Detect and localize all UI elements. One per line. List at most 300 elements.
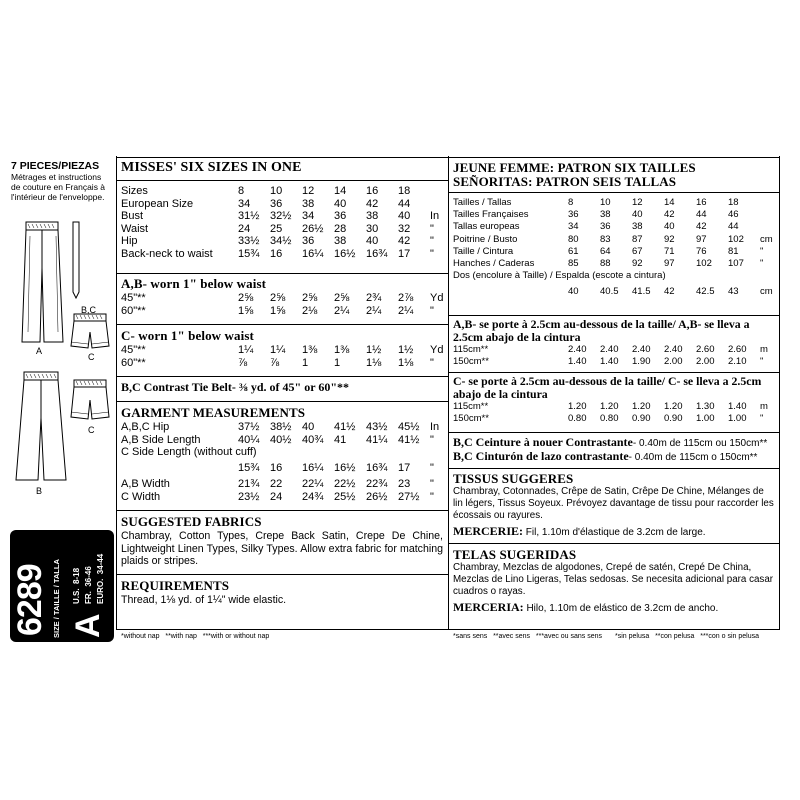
table-row — [121, 185, 442, 198]
table-cell: 76 — [696, 245, 707, 257]
table-cell: 1.40 — [728, 401, 747, 412]
table-cell: 2.60 — [728, 344, 747, 355]
fr-title: JEUNE FEMME: PATRON SIX TAILLES — [453, 160, 696, 175]
pattern-number-rotated — [10, 530, 114, 642]
table-cell: 71 — [664, 245, 675, 257]
fr-mercerie-label: MERCERIE: — [453, 524, 524, 538]
table-cell: 38½ — [270, 421, 292, 433]
table-cell: 12 — [632, 197, 643, 208]
table-cell: 44 — [728, 221, 739, 233]
table-cell: 1.20 — [568, 401, 587, 412]
table-cell: Poitrine / Busto — [453, 233, 518, 245]
rule-fr-c — [448, 372, 780, 373]
table-cell: m — [760, 401, 768, 412]
table-cell: A,B Side Length — [121, 433, 201, 446]
table-cell: 24¾ — [302, 490, 324, 503]
table-cell: 14 — [334, 185, 347, 197]
table-cell: 2.10 — [728, 356, 747, 368]
table-cell: 1.90 — [632, 356, 651, 368]
table-cell: 27½ — [398, 490, 420, 503]
table-cell: 38 — [334, 235, 347, 248]
table-row — [121, 223, 442, 236]
table-cell: 40 — [302, 421, 315, 433]
table-cell: 16¼ — [302, 247, 324, 260]
table-cell: 24 — [238, 222, 251, 235]
table-cell — [430, 198, 442, 211]
en-belt-line: B,C Contrast Tie Belt- ⅜ yd. of 45" or 60"** — [121, 380, 349, 394]
pattern-number: 6289 — [11, 564, 49, 636]
table-cell: 0.90 — [664, 413, 683, 425]
table-cell: 1.40 — [600, 356, 619, 368]
es-belt-value: - 0.40m de 115cm o 150cm** — [628, 452, 758, 463]
rule-fr-ab — [448, 315, 780, 316]
en-size-table — [121, 185, 442, 261]
table-cell: " — [760, 413, 764, 425]
table-row — [121, 357, 444, 370]
table-cell: 30 — [366, 222, 379, 235]
table-cell: A,B Width — [121, 478, 170, 491]
rule-en-fabrics — [116, 510, 448, 511]
rule-en-title — [116, 180, 448, 181]
table-cell: 23 — [398, 478, 411, 491]
table-cell: 1¼ — [270, 344, 286, 356]
view-b-pants-drawing — [16, 372, 66, 480]
table-cell: 40.5 — [600, 286, 619, 298]
fr-belt-value: - 0.40m de 115cm ou 150cm** — [632, 438, 768, 449]
table-cell: Dos (encolure à Taille) / Espalda (escote a cintura) — [453, 270, 666, 282]
table-cell: 1⅝ — [270, 304, 286, 317]
table-cell: 45"** — [121, 292, 146, 304]
en-fabrics-heading: SUGGESTED FABRICS — [121, 514, 262, 529]
en-footnote: *without nap **with nap ***with or without nap — [121, 633, 270, 640]
table-cell: 1.20 — [600, 401, 619, 412]
es-footnote: *sin pelusa **con pelusa ***con o sin pelusa — [615, 633, 759, 640]
table-cell: 41½ — [334, 421, 356, 433]
table-cell: 25½ — [334, 490, 356, 503]
table-cell: A,B,C Hip — [121, 421, 170, 433]
rule-fr-top — [448, 157, 780, 158]
table-row — [453, 234, 774, 246]
table-cell: 38 — [302, 197, 315, 210]
table-row — [453, 270, 774, 282]
table-cell: 16½ — [334, 247, 356, 260]
table-cell: 0.80 — [568, 413, 587, 425]
table-cell: C Side Length (without cuff) — [121, 446, 257, 459]
table-cell: Tailles Françaises — [453, 209, 529, 221]
en-c-heading: C- worn 1" below waist — [121, 328, 254, 343]
fr-tissus-text: Chambray, Cotonnades, Crêpe de Satin, Crêpe De Chine, Mélanges de lin légers, Tissus Soyeux. Prévoyez davantage de tissu pour raccorder les écossais ou rayures. — [453, 486, 774, 522]
table-cell: 45"** — [121, 344, 146, 356]
view-label-c-top: C — [88, 352, 95, 362]
table-cell: 1⅛ — [398, 356, 414, 369]
table-cell: 26½ — [302, 222, 324, 235]
en-requirements-text: Thread, 1⅛ yd. of 1¼" wide elastic. — [121, 594, 287, 606]
table-cell: 38 — [632, 221, 643, 233]
table-row — [121, 210, 442, 223]
table-cell: " — [430, 462, 434, 475]
table-cell: 36 — [302, 235, 315, 248]
table-cell: In — [430, 421, 440, 433]
table-cell: Hip — [121, 235, 138, 248]
table-cell: 1½ — [366, 344, 382, 356]
table-cell: ⅞ — [238, 356, 248, 369]
en-c-table — [121, 344, 444, 369]
table-cell: " — [430, 433, 434, 446]
table-cell: Taille / Cintura — [453, 245, 514, 257]
size-row-us: U.S. 8-18 — [72, 567, 81, 604]
table-cell: 40 — [366, 235, 379, 248]
table-cell: " — [430, 304, 434, 317]
table-cell: 92 — [664, 233, 675, 245]
table-cell: 25 — [270, 222, 283, 235]
table-row — [453, 413, 774, 425]
en-fabrics-text: Chambray, Cotton Types, Crepe Back Satin, Crepe De Chine, Lightweight Linen Types, Silky Types. Allow extra fabric for matching plaids or stripes. — [121, 530, 443, 567]
table-cell: " — [760, 258, 764, 270]
table-cell: 2.40 — [568, 344, 587, 355]
table-cell: 21¾ — [238, 478, 260, 491]
table-row — [121, 446, 442, 459]
table-cell: 36 — [270, 197, 283, 210]
table-cell — [430, 185, 442, 198]
bottom-rule — [116, 629, 780, 630]
table-cell: 38 — [366, 210, 379, 223]
table-cell: 41 — [334, 433, 347, 446]
en-garment-heading: GARMENT MEASUREMENTS — [121, 405, 306, 420]
table-cell: 60"** — [121, 304, 146, 317]
table-cell: 2⅝ — [334, 292, 350, 304]
table-cell: European Size — [121, 197, 194, 210]
size-row-euro: EURO. 34-44 — [96, 553, 105, 604]
es-telas-heading: TELAS SUGERIDAS — [453, 547, 577, 562]
rule-en-belt — [116, 376, 448, 377]
table-cell: 44 — [696, 209, 707, 221]
table-row — [121, 235, 442, 248]
rule-en-requirements — [116, 574, 448, 575]
table-cell: 2⅝ — [270, 292, 286, 304]
table-cell: 16½ — [334, 462, 356, 475]
size-row-fr: FR. 36-46 — [84, 566, 93, 604]
table-cell: 1 — [302, 356, 309, 369]
table-cell: 92 — [632, 258, 643, 270]
fr-ab-table — [453, 344, 774, 368]
table-cell: 64 — [600, 245, 611, 257]
table-cell: 97 — [696, 233, 707, 245]
table-row — [453, 246, 774, 258]
table-cell: " — [760, 245, 764, 257]
table-cell: 2.40 — [664, 344, 683, 355]
fr-size-table — [453, 197, 774, 298]
view-label-b: B — [36, 486, 43, 496]
table-row — [121, 434, 442, 447]
table-row — [453, 282, 774, 298]
table-cell: 16 — [696, 197, 707, 208]
table-cell: 42 — [696, 221, 707, 233]
table-cell: 60"** — [121, 356, 146, 369]
table-cell: 1½ — [398, 344, 414, 356]
table-cell: 2.60 — [696, 344, 715, 355]
table-cell: C Width — [121, 490, 161, 503]
rule-en-ab — [116, 273, 448, 274]
es-belt-line — [453, 449, 757, 464]
fr-belt-line — [453, 435, 767, 450]
table-cell: 8 — [238, 185, 245, 197]
table-cell: 40¾ — [302, 433, 324, 446]
table-cell: cm — [760, 233, 773, 245]
es-belt-label: B,C Cinturón de lazo contrastante — [453, 449, 629, 463]
table-cell: " — [430, 356, 434, 369]
table-cell: 2.00 — [696, 356, 715, 368]
table-cell: 42 — [664, 286, 675, 298]
table-cell: 16 — [270, 462, 283, 475]
table-cell: " — [430, 490, 434, 503]
table-cell: 1⅛ — [366, 356, 382, 369]
table-cell: 16 — [270, 247, 283, 260]
es-title: SEÑORITAS: PATRON SEIS TALLAS — [453, 174, 677, 189]
pattern-number-block — [10, 530, 114, 642]
table-cell: 12 — [302, 185, 315, 197]
table-cell: 41½ — [398, 433, 420, 446]
fr-footnote: *sans sens **avec sens ***avec ou sans sens — [453, 633, 603, 640]
table-cell: 17 — [398, 247, 411, 260]
table-cell: 34 — [568, 221, 579, 233]
table-cell: 40 — [632, 209, 643, 221]
table-cell: Waist — [121, 222, 149, 235]
sidebar — [0, 0, 115, 800]
table-cell: 115cm** — [453, 401, 489, 412]
table-cell: 22 — [270, 478, 283, 491]
fr-mercerie — [453, 524, 706, 539]
table-cell: 36 — [334, 210, 347, 223]
es-merceria — [453, 600, 718, 615]
view-label-a: A — [36, 346, 43, 356]
table-cell: 81 — [728, 245, 739, 257]
table-cell: 87 — [632, 233, 643, 245]
table-row — [453, 221, 774, 233]
table-cell — [760, 209, 774, 221]
table-cell: 150cm** — [453, 356, 489, 368]
table-cell: 15¾ — [238, 462, 260, 475]
rule-en-c — [116, 324, 448, 325]
table-cell: 42 — [398, 235, 411, 248]
table-cell: 2.40 — [632, 344, 651, 355]
table-cell: 31½ — [238, 210, 260, 223]
table-row — [121, 344, 444, 357]
en-ab-table — [121, 292, 444, 317]
table-cell: 34½ — [270, 235, 292, 248]
table-cell: Bust — [121, 210, 144, 223]
table-cell: 2¼ — [334, 304, 350, 317]
table-row — [453, 344, 774, 356]
table-cell: 34 — [238, 197, 251, 210]
table-cell: 1.30 — [696, 401, 715, 412]
table-cell: Hanches / Caderas — [453, 258, 535, 270]
table-cell: 40 — [664, 221, 675, 233]
en-ab-heading: A,B- worn 1" below waist — [121, 276, 267, 291]
table-cell: 150cm** — [453, 413, 489, 425]
table-cell: 83 — [600, 233, 611, 245]
table-cell: 22¾ — [366, 478, 388, 491]
table-row — [453, 356, 774, 368]
table-row — [453, 209, 774, 221]
table-row — [453, 401, 774, 413]
table-cell: 17 — [398, 462, 411, 475]
table-cell: 1.00 — [696, 413, 715, 425]
table-cell — [760, 197, 774, 209]
table-cell: 2¾ — [366, 292, 382, 304]
table-cell: " — [430, 478, 434, 491]
table-cell: 14 — [664, 197, 675, 208]
table-cell — [760, 221, 774, 233]
table-cell: 2¼ — [366, 304, 382, 317]
table-cell: Tailles / Tallas — [453, 197, 512, 208]
table-cell: " — [760, 356, 764, 368]
es-merceria-text: Hilo, 1.10m de elástico de 3.2cm de ancho. — [523, 603, 719, 614]
table-row — [121, 491, 442, 504]
table-cell — [121, 459, 238, 475]
table-cell: m — [760, 344, 768, 355]
table-cell: 1⅝ — [238, 304, 254, 317]
es-telas-text: Chambray, Mezclas de algodones, Crepé de satén, Crepé De China, Mezclas de Lino Ligeras, Telas sedosas. Se necesita adicional para casar cuadros o rayas. — [453, 562, 774, 598]
rule-fr-belt — [448, 432, 780, 433]
table-cell: 40 — [398, 210, 411, 223]
table-cell: cm — [760, 286, 773, 298]
table-cell: 38 — [600, 209, 611, 221]
table-cell: 1.20 — [664, 401, 683, 412]
fr-c-table — [453, 401, 774, 425]
table-cell: 42.5 — [696, 286, 715, 298]
table-cell: 40 — [334, 197, 347, 210]
table-cell: 45½ — [398, 421, 420, 433]
view-a-pants-drawing — [22, 222, 63, 342]
rule-fr-title — [448, 192, 780, 193]
table-cell: Sizes — [121, 185, 148, 197]
table-cell: 102 — [728, 233, 744, 245]
table-row — [121, 421, 442, 434]
fr-ab-heading: A,B- se porte à 2.5cm au-dessous de la taille/ A,B- se lleva a 2.5cm abajo de la cintura — [453, 317, 750, 344]
table-cell: 1.00 — [728, 413, 747, 425]
table-row — [121, 475, 442, 491]
table-cell: " — [430, 235, 434, 248]
en-requirements-heading: REQUIREMENTS — [121, 578, 230, 593]
table-cell: 36 — [600, 221, 611, 233]
table-row — [453, 197, 774, 209]
table-cell: Yd — [430, 344, 444, 356]
table-cell: 40¼ — [238, 433, 260, 446]
en-garment-table — [121, 421, 442, 503]
table-cell: 1.20 — [632, 401, 651, 412]
table-cell: 2¼ — [398, 304, 414, 317]
rule-fr-tissus — [448, 468, 780, 469]
table-cell: 2⅝ — [302, 292, 318, 304]
table-cell: 24 — [270, 490, 283, 503]
divider-right — [779, 156, 780, 630]
fr-c-heading: C- se porte à 2.5cm au-dessous de la taille/ C- se lleva a 2.5cm abajo de la cintura — [453, 374, 762, 401]
fr-belt-label: B,C Ceinture à nouer Contrastante — [453, 435, 633, 449]
table-cell: 10 — [600, 197, 611, 208]
table-cell: 32 — [398, 222, 411, 235]
table-cell: 80 — [568, 233, 579, 245]
table-cell: 22½ — [334, 478, 356, 491]
table-cell: 67 — [632, 245, 643, 257]
size-header: SIZE / TAILLE / TALLA — [52, 559, 61, 638]
table-cell: 107 — [728, 258, 744, 270]
rule-es-telas — [448, 543, 780, 544]
table-cell: 43½ — [366, 421, 388, 433]
table-cell: 33½ — [238, 235, 260, 248]
tie-belt-drawing — [73, 222, 79, 298]
table-cell: Back-neck to waist — [121, 247, 213, 260]
view-label-c-bottom: C — [88, 425, 95, 435]
table-cell: 1⅜ — [334, 344, 350, 356]
table-cell: ⅞ — [270, 356, 280, 369]
table-cell: 18 — [398, 185, 411, 197]
table-cell: 16¼ — [302, 462, 324, 475]
table-cell: In — [430, 210, 440, 223]
table-cell: 42 — [366, 197, 379, 210]
table-cell: 28 — [334, 222, 347, 235]
table-cell: 26½ — [366, 490, 388, 503]
table-cell: 46 — [728, 209, 739, 221]
table-row — [453, 258, 774, 270]
table-cell: 15¾ — [238, 247, 260, 260]
table-cell: 36 — [568, 209, 579, 221]
pieces-label: 7 PIECES/PIEZAS — [11, 160, 100, 172]
table-cell: 97 — [664, 258, 675, 270]
fr-mercerie-text: Fil, 1.10m d'élastique de 3.2cm de large. — [523, 527, 706, 538]
table-cell: 88 — [600, 258, 611, 270]
table-cell: 22¼ — [302, 478, 324, 491]
table-cell: 115cm** — [453, 344, 489, 355]
table-cell: 61 — [568, 245, 579, 257]
table-row — [121, 459, 442, 475]
table-cell: 85 — [568, 258, 579, 270]
pieces-note: Métrages et instructions de couture en Français à l'intérieur de l'enveloppe. — [11, 172, 106, 202]
size-letter: A — [69, 613, 107, 638]
table-cell: 2⅝ — [238, 292, 254, 304]
technical-drawings — [0, 212, 115, 502]
table-row — [121, 198, 442, 211]
table-cell: 41.5 — [632, 286, 651, 298]
table-cell: 23½ — [238, 490, 260, 503]
table-row — [121, 248, 442, 261]
fr-tissus-heading: TISSUS SUGGERES — [453, 471, 574, 486]
table-cell: 2.00 — [664, 356, 683, 368]
table-row — [121, 305, 444, 318]
table-cell: " — [430, 247, 434, 260]
table-cell: 18 — [728, 197, 739, 208]
view-c-shorts-bottom-drawing — [71, 380, 109, 419]
table-cell: 44 — [398, 197, 411, 210]
table-cell: 1¼ — [238, 344, 254, 356]
table-cell: 0.80 — [600, 413, 619, 425]
view-c-shorts-drawing — [71, 314, 109, 348]
table-cell: " — [430, 222, 434, 235]
table-cell: 2⅛ — [302, 304, 318, 317]
table-cell: Tallas europeas — [453, 221, 520, 233]
table-cell: 1.40 — [568, 356, 587, 368]
table-row — [121, 292, 444, 305]
table-cell: 102 — [696, 258, 712, 270]
table-cell: 16 — [366, 185, 379, 197]
table-cell: 2⅞ — [398, 292, 414, 304]
table-cell: 16¾ — [366, 247, 388, 260]
view-label-bc: B,C — [81, 305, 97, 315]
divider-left — [116, 156, 117, 630]
table-cell: 16¾ — [366, 462, 388, 475]
table-cell: 34 — [302, 210, 315, 223]
table-cell: 10 — [270, 185, 283, 197]
table-cell: 2.40 — [600, 344, 619, 355]
